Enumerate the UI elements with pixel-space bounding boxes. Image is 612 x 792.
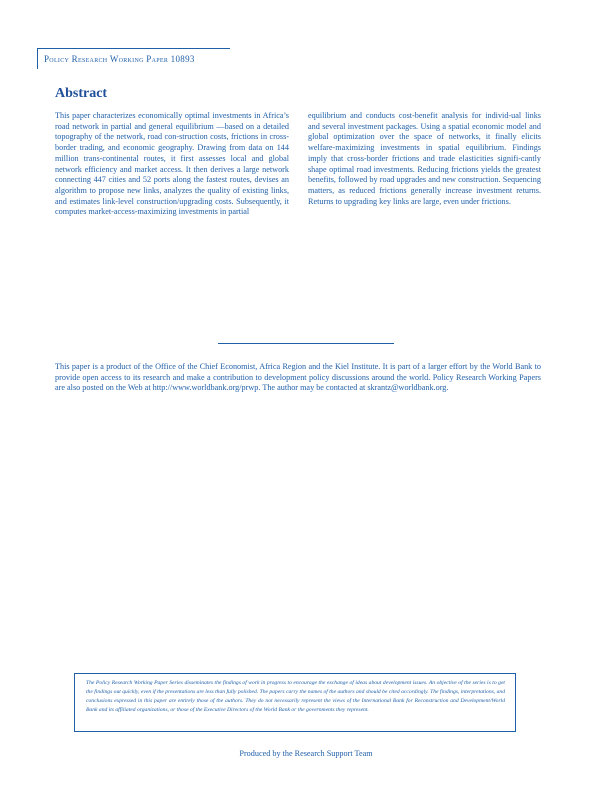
product-note: This paper is a product of the Office of the Chief Economist, Africa Region and the Kiel Institute. It is part of a larger effort by the World Bank to provide open access to its research and make a contribution to development policy discussions around the world. Policy Research Working Papers are also posted on the Web at http://www.worldbank.org/prwp. The author may be contacted at skrantz@worldbank.org. <box>55 362 541 393</box>
disclaimer-box <box>74 673 516 732</box>
abstract-column-left: This paper characterizes economically optimal investments in Africa’s road network in partial and general equilibrium —based on a detailed topography of the network, road con-struction costs, frictions in cross-border trading, and economic geography. Drawing from data on 144 million trans-continental routes, it first assesses local and global network efficiency and market access. It then derives a large network connecting 447 cities and 52 ports along the fastest routes, devises an algorithm to propose new links, analyzes the quality of existing links, and estimates link-level construction/upgrading costs. Subsequently, it computes market-access-maximizing investments in partial <box>55 111 289 217</box>
series-title: Policy Research Working Paper 10893 <box>44 54 195 64</box>
producer-credit: Produced by the Research Support Team <box>239 749 373 758</box>
series-header <box>37 48 230 69</box>
disclaimer-text: The Policy Research Working Paper Series disseminates the findings of work in progress to encourage the exchange of ideas about development issues. An objective of the series is to get the findings out quickly, even if the presentations are less than fully polished. The papers carry the names of the authors and should be cited accordingly. The findings, interpretations, and conclusions expressed in this paper are entirely those of the authors. They do not necessarily represent the views of the International Bank for Reconstruction and Development/World Bank and its affiliated organizations, or those of the Executive Directors of the World Bank or the governments they represent. <box>86 680 505 713</box>
abstract-heading: Abstract <box>55 86 108 101</box>
abstract-column-right: equilibrium and conducts cost-benefit analysis for individ-ual links and several investment packages. Using a spatial economic model and global optimization over the space of networks, it finally elicits welfare-maximizing investments in spatial equilibrium. Findings imply that cross-border frictions and trade elasticities signifi-cantly shape optimal road investments. Reducing frictions yields the greatest benefits, followed by road upgrades and new construction. Sequencing matters, as reduced frictions generally increase investment returns. Returns to upgrading key links are large, even under frictions. <box>308 111 541 206</box>
section-divider <box>218 343 394 344</box>
